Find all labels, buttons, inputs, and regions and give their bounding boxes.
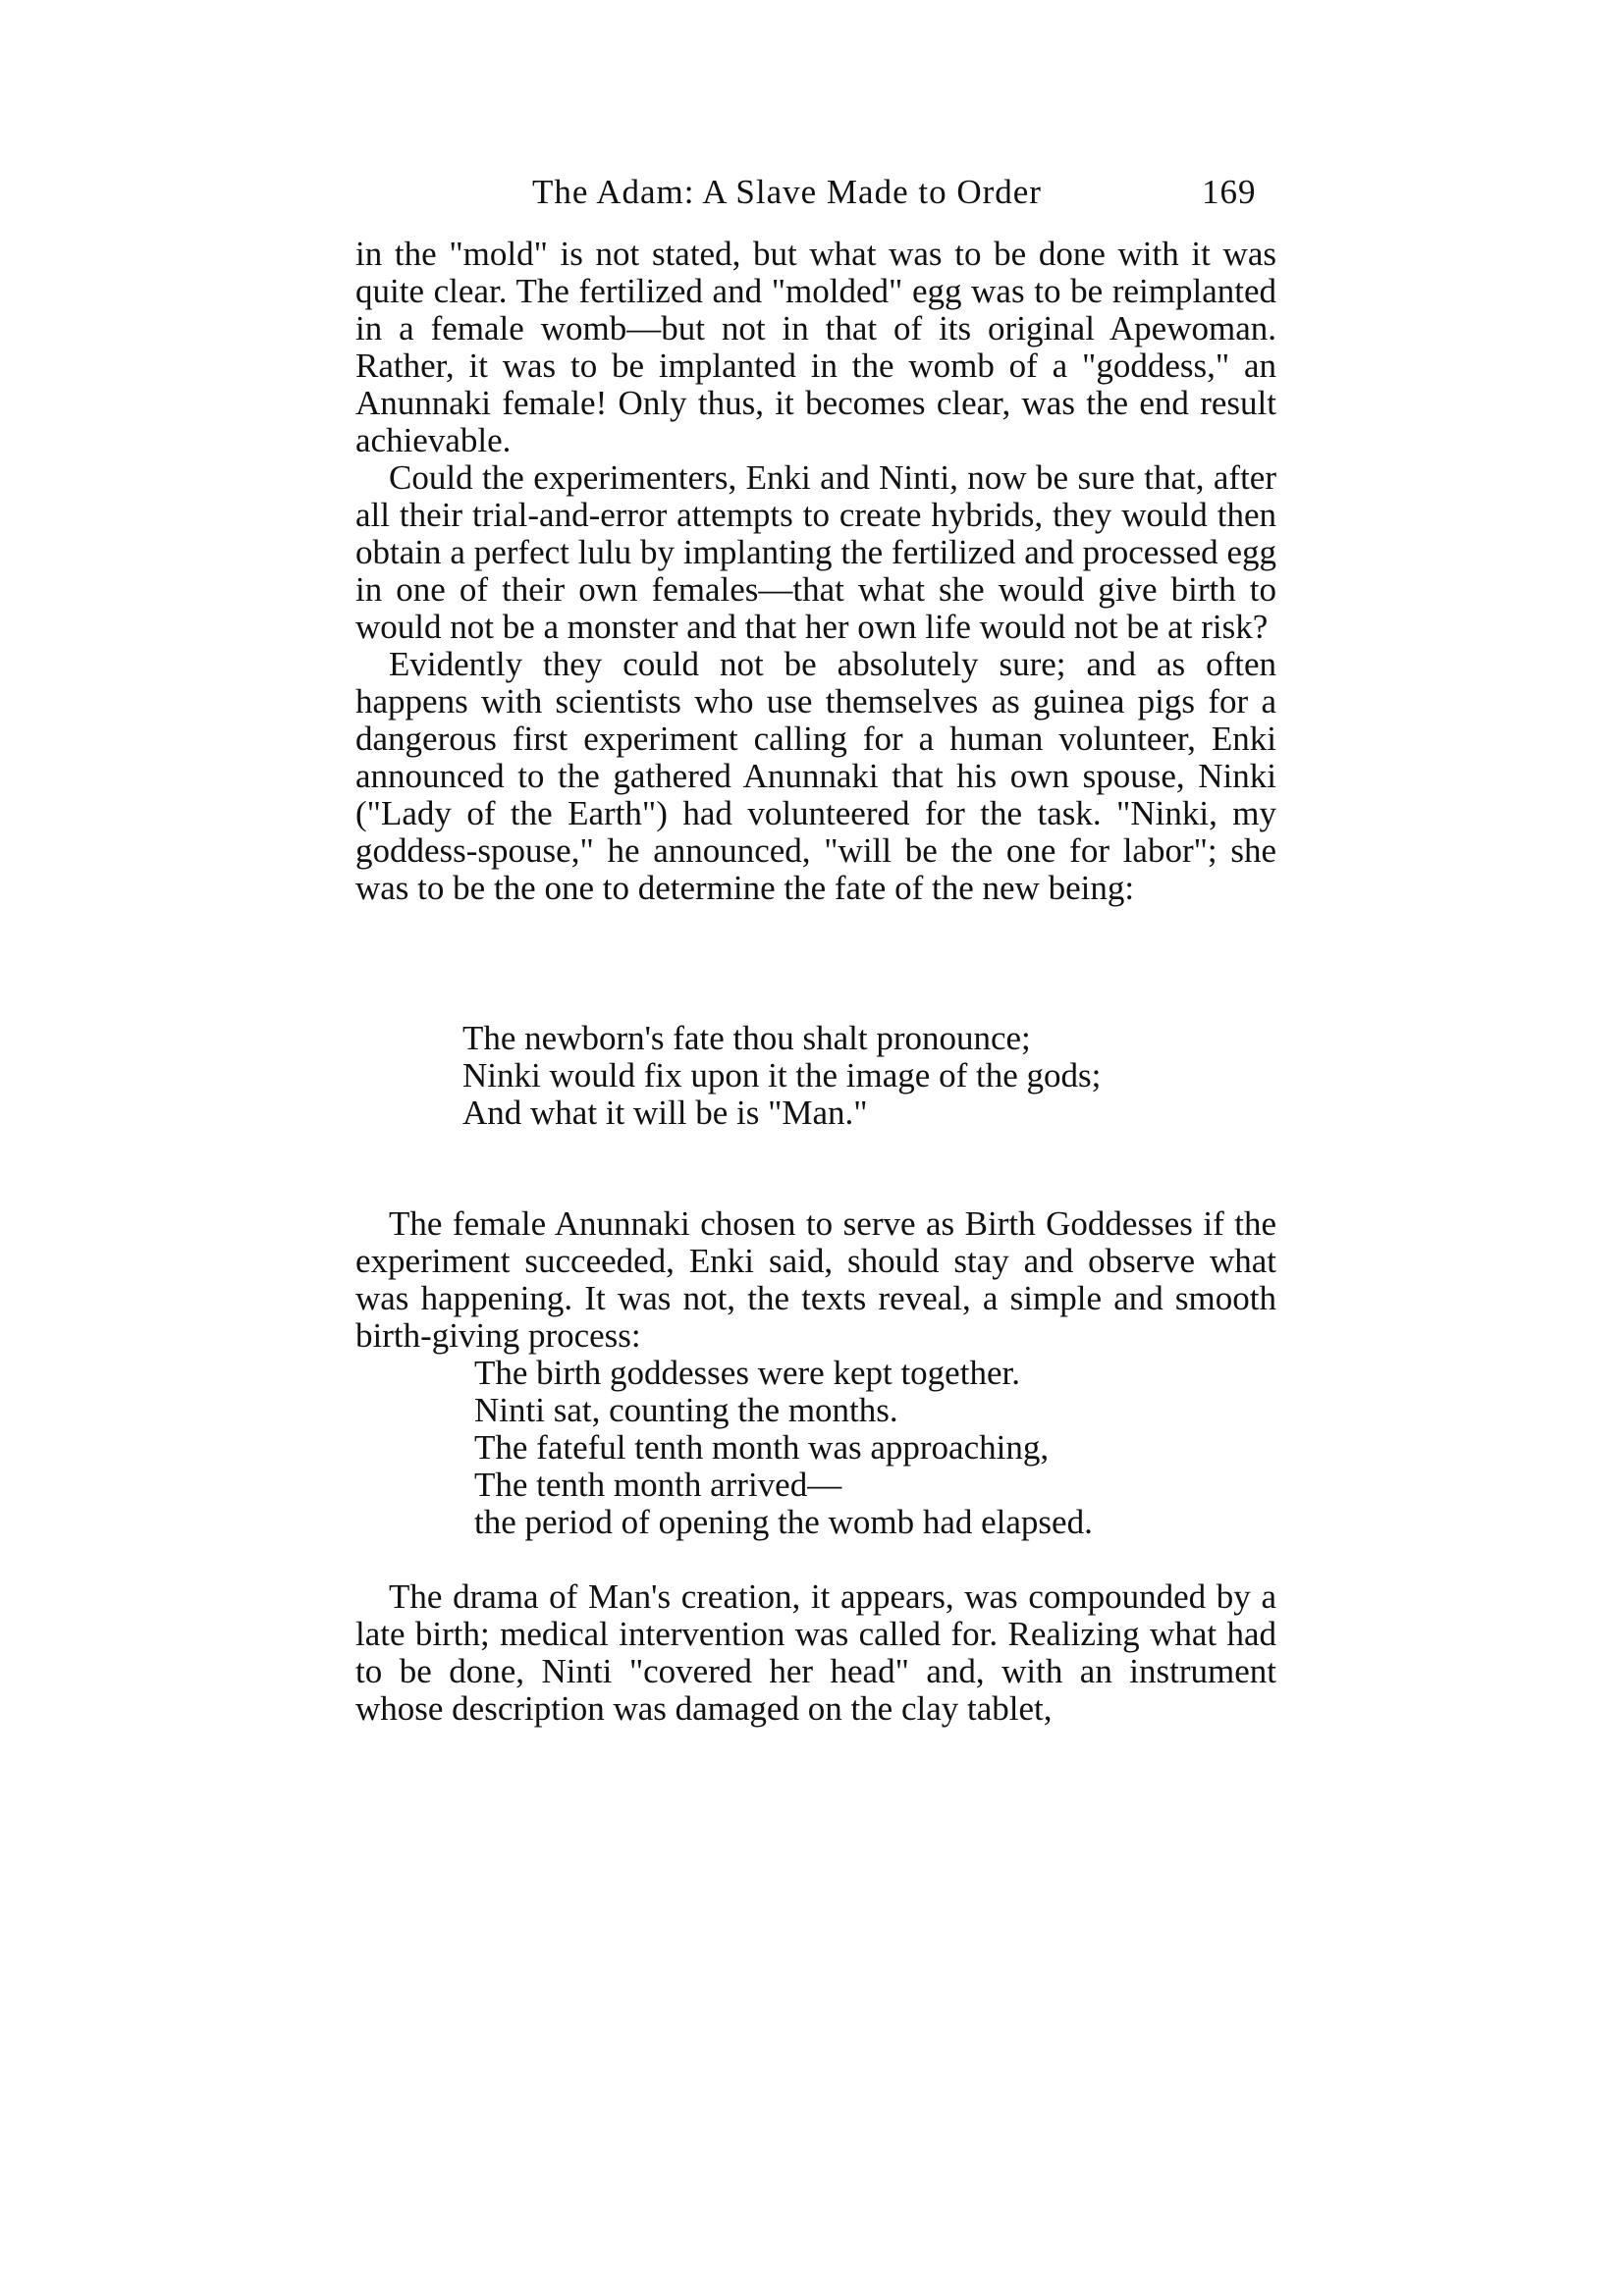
text-block-top — [355, 236, 1276, 907]
verse-line: And what it will be is "Man." — [462, 1094, 868, 1132]
paragraph-4: The female Anunnaki chosen to serve as Birth Goddesses if the experiment succeeded, Enki said, should stay and observe what was happening. It was not, the texts reveal, a simple and smooth birth-giving process: — [355, 1204, 1276, 1355]
verse-quote-2 — [474, 1355, 1093, 1541]
verse-line: The newborn's fate thou shalt pronounce; — [462, 1019, 1031, 1057]
verse-line: Ninti sat, counting the months. — [474, 1391, 898, 1429]
paragraph-1: in the "mold" is not stated, but what was to be done with it was quite clear. The fertilized and "molded" egg was to be reimplanted in a female womb—but not in that of its original Apewoman. Rather, it was to be implanted in the womb of a "goddess," an Anunnaki female! Only thus, it becomes clear, was the end result achievable. — [355, 235, 1276, 459]
verse-line: The birth goddesses were kept together. — [474, 1354, 1020, 1392]
paragraph-2: Could the experimenters, Enki and Ninti, now be sure that, after all their trial-and-error attempts to create hybrids, they would then obtain a perfect lulu by implanting the fertilized and processed egg in one of their own females—that what she would give birth to would not be a monster and that her own life would not be at risk? — [355, 458, 1276, 646]
verse-line: The fateful tenth month was approaching, — [474, 1428, 1050, 1467]
paragraph-3: Evidently they could not be absolutely sure; and as often happens with scientists who use themselves as guinea pigs for a dangerous first experiment calling for a human volunteer, Enki announced to the gathered Anunnaki that his own spouse, Ninki ("Lady of the Earth") had volunteered for the task. "Ninki, my goddess-spouse," he announced, "will be the one for labor"; she was to be the one to determine the fate of the new being: — [355, 645, 1276, 907]
text-block-middle — [355, 1205, 1276, 1355]
page-number: 169 — [1202, 173, 1257, 211]
verse-line: the period of opening the womb had elapsed. — [474, 1503, 1093, 1541]
verse-line: Ninki would fix upon it the image of the gods; — [462, 1056, 1102, 1095]
verse-quote-1 — [462, 1020, 1101, 1132]
verse-line: The tenth month arrived— — [474, 1466, 842, 1504]
text-block-bottom — [355, 1578, 1276, 1728]
paragraph-5: The drama of Man's creation, it appears, was compounded by a late birth; medical intervention was called for. Realizing what had to be done, Ninti "covered her head" and, with an instrument whose description was damaged on the clay tablet, — [355, 1577, 1276, 1728]
running-title: The Adam: A Slave Made to Order — [532, 173, 1042, 211]
page-header — [355, 173, 1278, 216]
